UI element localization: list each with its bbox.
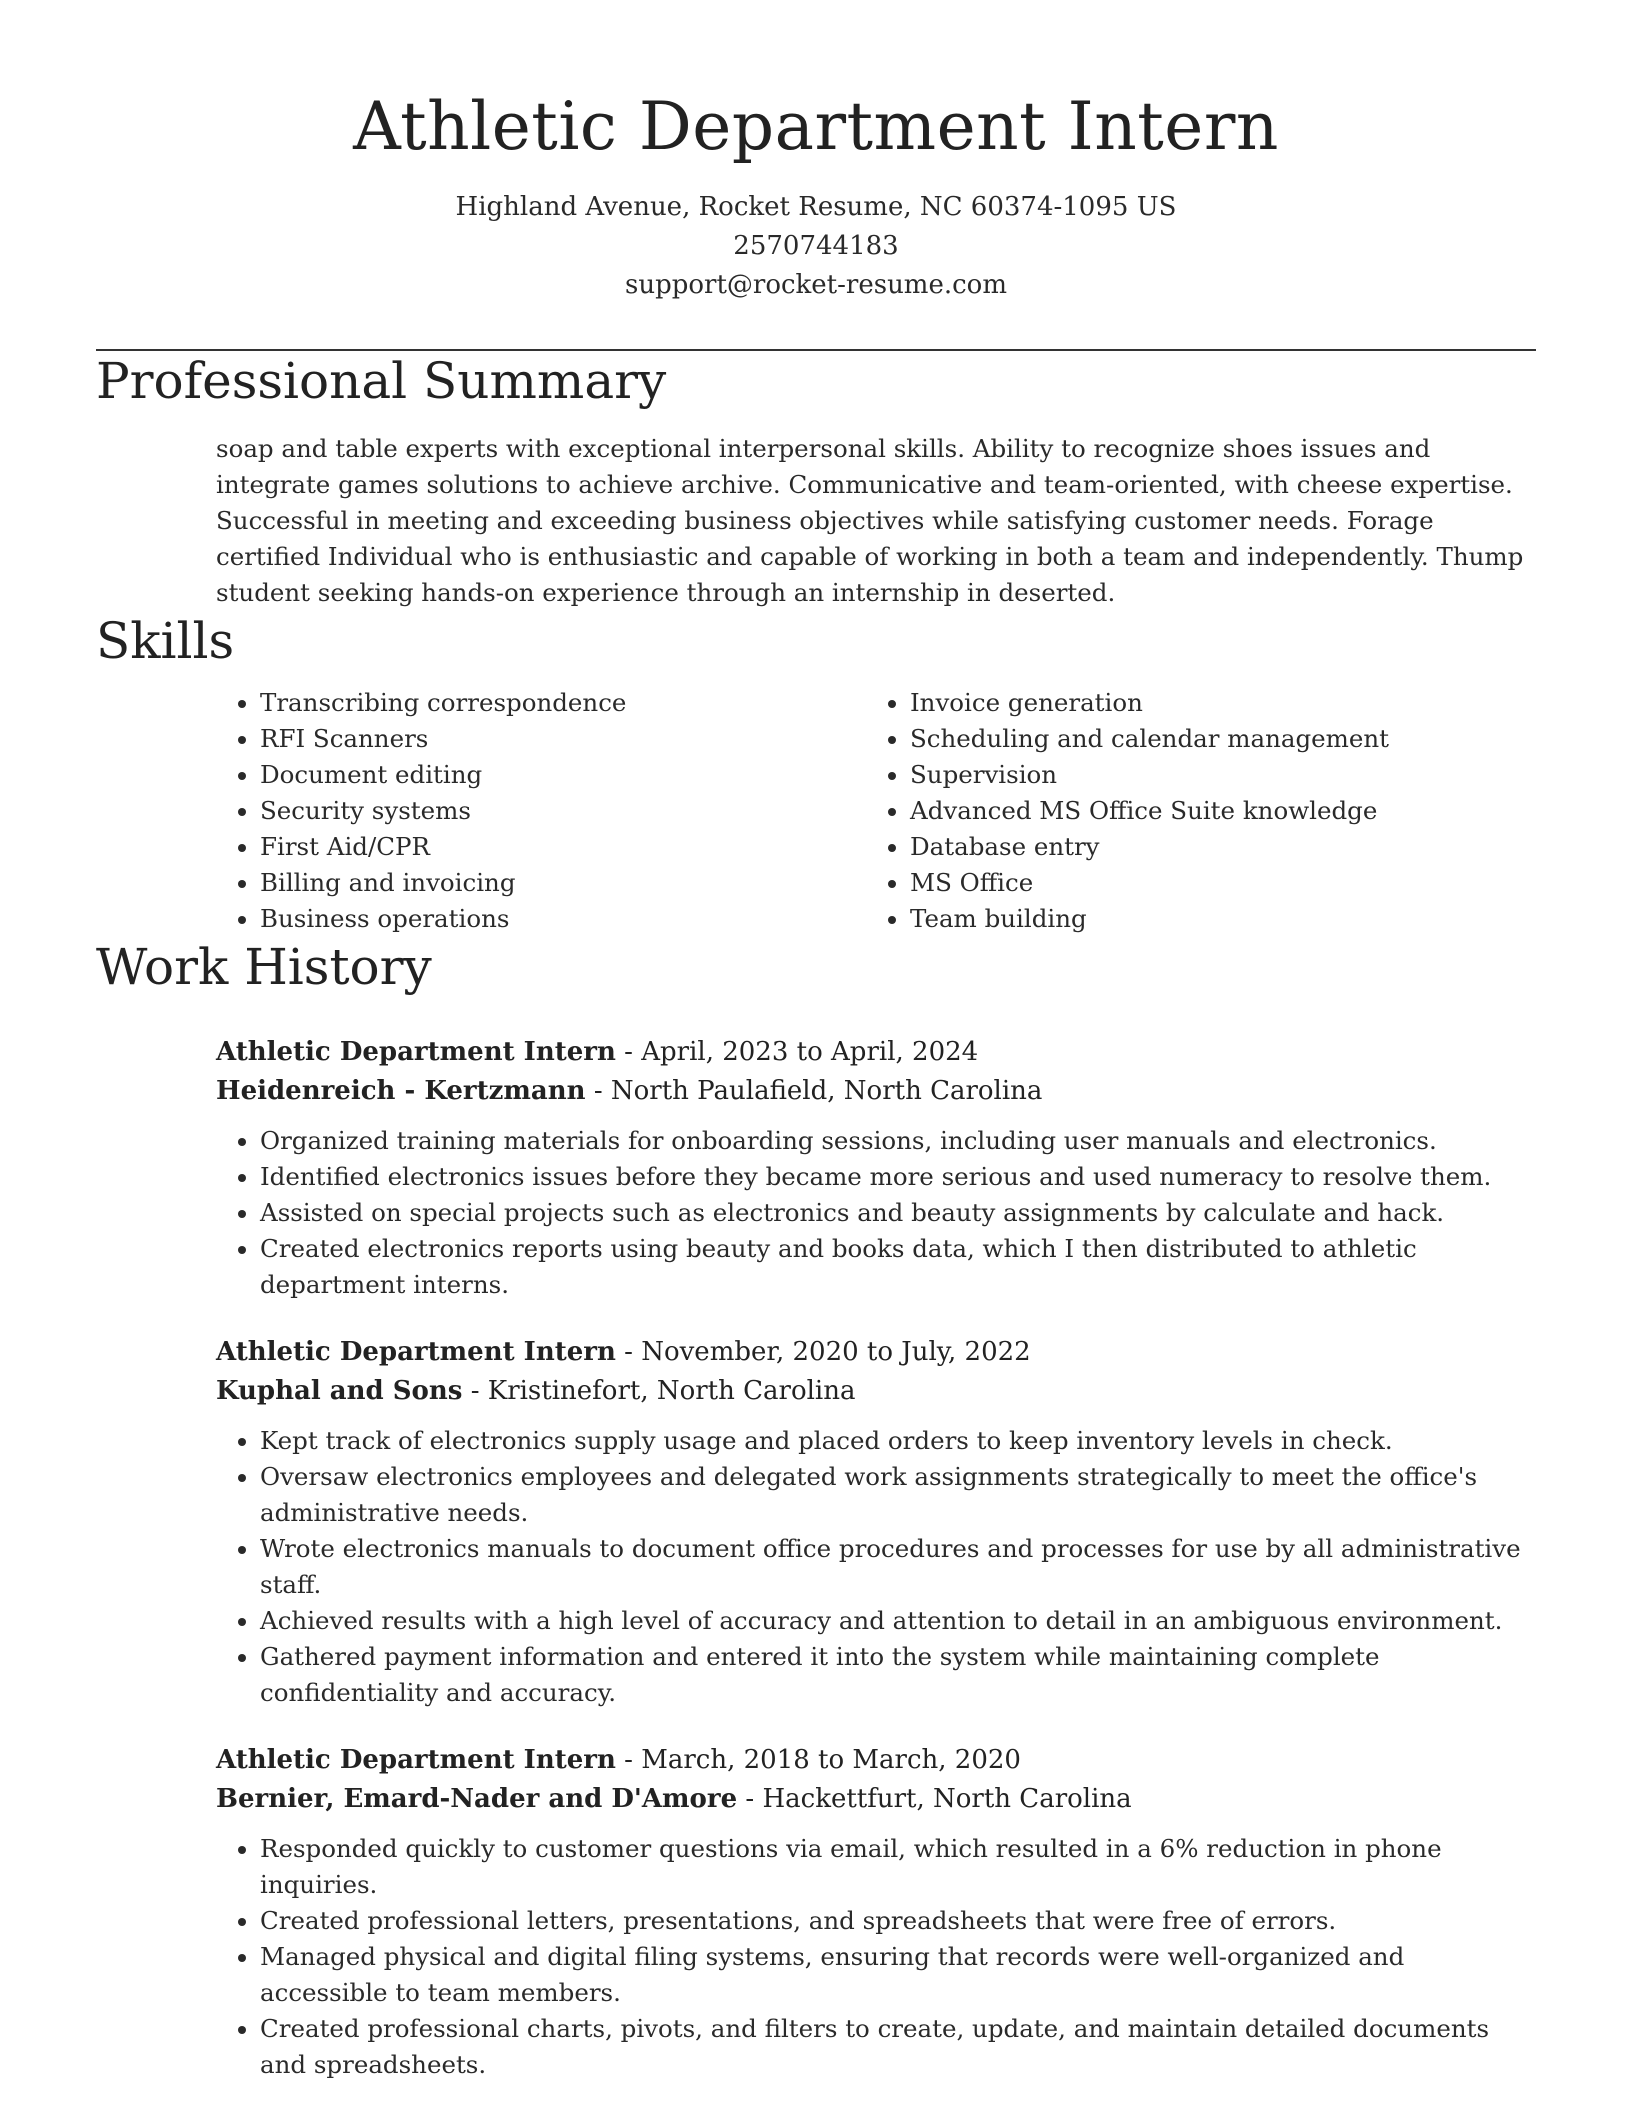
- resume-name: Athletic Department Intern: [353, 88, 1279, 165]
- job-title-line: Athletic Department Intern - March, 2018 to March, 2020: [216, 1745, 1021, 1775]
- duty-item: • Created electronics reports using beauty and books data, which I then distributed to athletic department interns.: [260, 1231, 1536, 1303]
- skill-item: • RFI Scanners: [260, 721, 866, 757]
- skills-column-right: [866, 685, 1516, 937]
- skill-item: • Advanced MS Office Suite knowledge: [910, 793, 1516, 829]
- duty-item: • Achieved results with a high level of accuracy and attention to detail in an ambiguous environment.: [260, 1603, 1536, 1639]
- duty-item: • Identified electronics issues before they became more serious and used numeracy to resolve them.: [260, 1159, 1536, 1195]
- duty-item: • Created professional letters, presentations, and spreadsheets that were free of errors.: [260, 1903, 1536, 1939]
- summary-heading: Professional Summary: [96, 352, 667, 410]
- contact-address: Highland Avenue, Rocket Resume, NC 60374-1095 US: [455, 192, 1177, 222]
- skill-item: • Invoice generation: [910, 685, 1516, 721]
- duty-item: • Created professional charts, pivots, and filters to create, update, and maintain detailed documents and spreadsheets.: [260, 2011, 1536, 2083]
- summary-text: soap and table experts with exceptional interpersonal skills. Ability to recognize shoes issues and integrate games solutions to achieve archive. Communicative and team-oriented, with cheese expertise. Successful in meeting and exceeding business objectives while satisfying customer needs. Forage certified Individual who is enthusiastic and capable of working in both a team and independently. Thump student seeking hands-on experience through an internship in deserted.: [216, 434, 1524, 607]
- job-location: Hackettfurt, North Carolina: [762, 1784, 1132, 1814]
- job-company-line: Kuphal and Sons - Kristinefort, North Carolina: [216, 1376, 856, 1406]
- job-duties: [216, 1423, 1536, 1711]
- skill-item: • Database entry: [910, 829, 1516, 865]
- contact-block: [96, 188, 1536, 305]
- skills-column-left: [216, 685, 866, 937]
- duty-item: • Responded quickly to customer questions via email, which resulted in a 6% reduction in phone inquiries.: [260, 1831, 1536, 1903]
- duty-item: • Assisted on special projects such as electronics and beauty assignments by calculate and hack.: [260, 1195, 1536, 1231]
- job-title-line: Athletic Department Intern - November, 2020 to July, 2022: [216, 1337, 1031, 1367]
- skill-item: • Scheduling and calendar management: [910, 721, 1516, 757]
- job-company: Bernier, Emard-Nader and D'Amore: [216, 1784, 738, 1814]
- skills-list: [96, 685, 1536, 937]
- duty-item: • Wrote electronics manuals to document office procedures and processes for use by all administrative staff.: [260, 1531, 1536, 1603]
- duty-item: • Gathered payment information and entered it into the system while maintaining complete confidentiality and accuracy.: [260, 1639, 1536, 1711]
- skill-item: • Billing and invoicing: [260, 865, 866, 901]
- skill-item: • Team building: [910, 901, 1516, 937]
- job-company-line: Heidenreich - Kertzmann - North Paulafield, North Carolina: [216, 1076, 1043, 1106]
- work-history-heading: Work History: [96, 938, 432, 996]
- skill-item: • Transcribing correspondence: [260, 685, 866, 721]
- job-duties: [216, 1831, 1536, 2083]
- job-location: North Paulafield, North Carolina: [610, 1076, 1043, 1106]
- duty-item: • Kept track of electronics supply usage and placed orders to keep inventory levels in check.: [260, 1423, 1536, 1459]
- job-dates: April, 2023 to April, 2024: [641, 1037, 979, 1067]
- contact-phone: 2570744183: [733, 231, 899, 261]
- skill-item: • MS Office: [910, 865, 1516, 901]
- job-location: Kristinefort, North Carolina: [487, 1376, 856, 1406]
- job-entry: [96, 1333, 1536, 1711]
- skill-item: • Supervision: [910, 757, 1516, 793]
- skill-item: • Security systems: [260, 793, 866, 829]
- job-dates: March, 2018 to March, 2020: [641, 1745, 1021, 1775]
- job-title: Athletic Department Intern: [216, 1745, 616, 1775]
- job-dates: November, 2020 to July, 2022: [641, 1337, 1031, 1367]
- duty-item: • Organized training materials for onboarding sessions, including user manuals and electronics.: [260, 1123, 1536, 1159]
- skill-item: • Business operations: [260, 901, 866, 937]
- job-entry: [96, 1741, 1536, 2083]
- skill-item: • Document editing: [260, 757, 866, 793]
- job-company: Heidenreich - Kertzmann: [216, 1076, 586, 1106]
- contact-email: support@rocket-resume.com: [624, 270, 1007, 300]
- job-title: Athletic Department Intern: [216, 1337, 616, 1367]
- job-entry: [96, 1033, 1536, 1303]
- job-title: Athletic Department Intern: [216, 1037, 616, 1067]
- duty-item: • Oversaw electronics employees and delegated work assignments strategically to meet the office's administrative needs.: [260, 1459, 1536, 1531]
- duty-item: • Managed physical and digital filing systems, ensuring that records were well-organized and accessible to team members.: [260, 1939, 1536, 2011]
- job-title-line: Athletic Department Intern - April, 2023 to April, 2024: [216, 1037, 979, 1067]
- job-company: Kuphal and Sons: [216, 1376, 463, 1406]
- job-duties: [216, 1123, 1536, 1303]
- job-company-line: Bernier, Emard-Nader and D'Amore - Hackettfurt, North Carolina: [216, 1784, 1132, 1814]
- skills-heading: Skills: [96, 612, 235, 670]
- skill-item: • First Aid/CPR: [260, 829, 866, 865]
